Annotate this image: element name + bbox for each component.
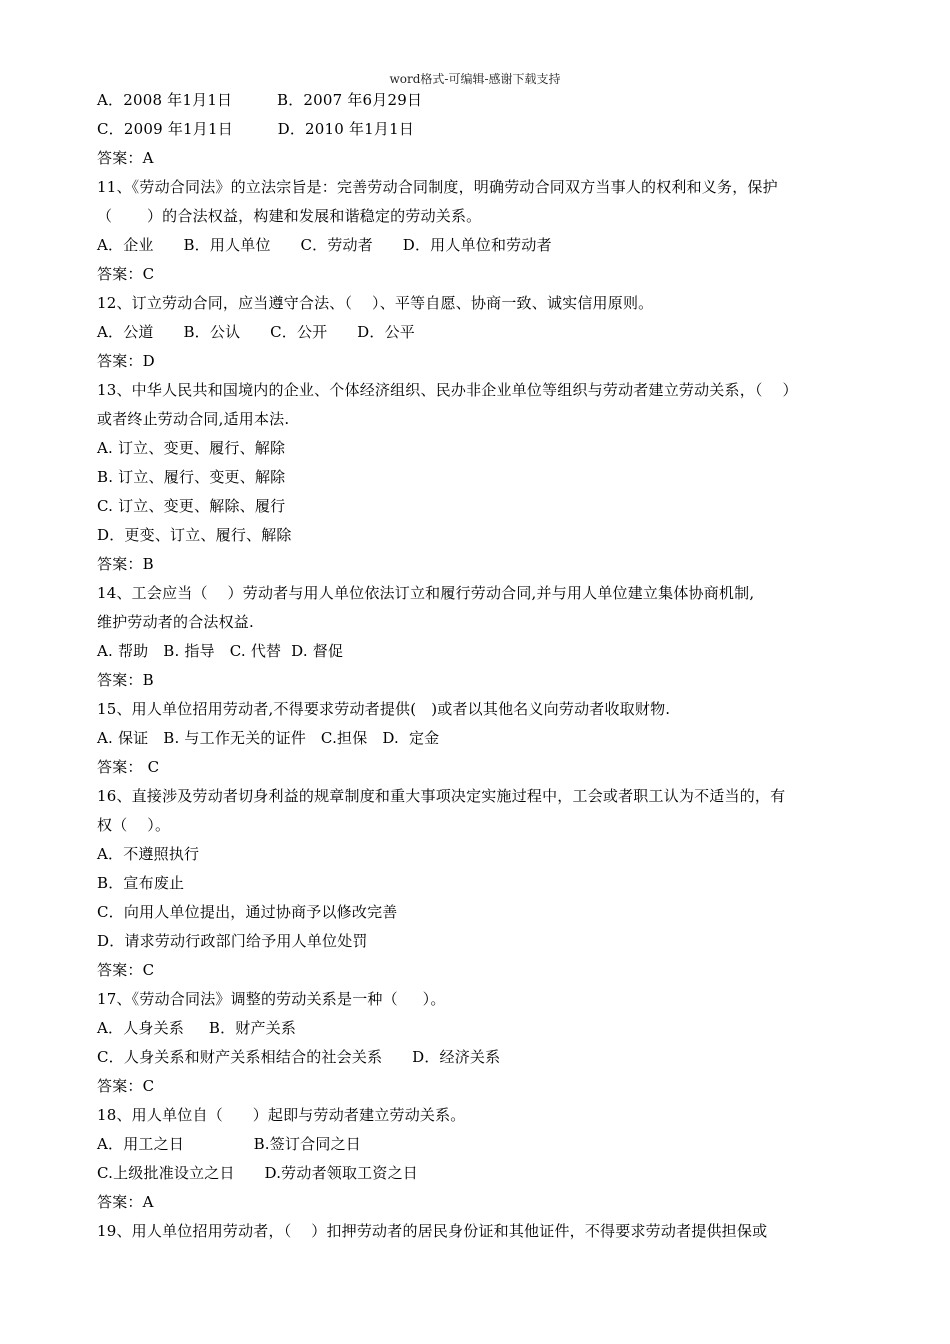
document-body <box>97 86 867 1246</box>
text-line: 答案：B <box>97 555 154 573</box>
page-header: word格式-可编辑-感谢下载支持 <box>389 72 561 86</box>
text-line: A. 订立、变更、履行、解除 <box>97 439 286 457</box>
text-line: 权（ ）。 <box>97 816 171 834</box>
text-line: 15、用人单位招用劳动者,不得要求劳动者提供( )或者以其他名义向劳动者收取财物. <box>97 700 671 718</box>
text-line: 或者终止劳动合同,适用本法. <box>97 410 290 428</box>
text-line: B. 订立、履行、变更、解除 <box>97 468 286 486</box>
text-line: C.上级批准设立之日 D.劳动者领取工资之日 <box>97 1164 418 1182</box>
text-line: A．公道 B．公认 C．公开 D．公平 <box>97 323 415 341</box>
text-line: A. 帮助 B. 指导 C. 代替 D. 督促 <box>97 642 344 660</box>
text-line: D．请求劳动行政部门给予用人单位处罚 <box>97 932 368 950</box>
text-line: C. 订立、变更、解除、履行 <box>97 497 286 515</box>
text-line: 答案：C <box>97 961 155 979</box>
text-line: C．2009 年1月1日 D．2010 年1月1日 <box>97 120 415 138</box>
text-line: D．更变、订立、履行、解除 <box>97 526 292 544</box>
text-line: A．用工之日 B.签订合同之日 <box>97 1135 361 1153</box>
text-line: 答案：C <box>97 265 155 283</box>
text-line: C．向用人单位提出，通过协商予以修改完善 <box>97 903 398 921</box>
text-line: 答案：D <box>97 352 155 370</box>
text-line: 13、中华人民共和国境内的企业、个体经济组织、民办非企业单位等组织与劳动者建立劳动关系，（ ） <box>97 381 798 399</box>
text-line: 14、工会应当（ ）劳动者与用人单位依法订立和履行劳动合同,并与用人单位建立集体协商机制, <box>97 584 755 602</box>
text-line: 18、用人单位自（ ）起即与劳动者建立劳动关系。 <box>97 1106 466 1124</box>
text-line: C．人身关系和财产关系相结合的社会关系 D．经济关系 <box>97 1048 501 1066</box>
text-line: A．不遵照执行 <box>97 845 200 863</box>
text-line: 11、《劳动合同法》的立法宗旨是：完善劳动合同制度，明确劳动合同双方当事人的权利和义务，保护 <box>97 178 778 196</box>
text-line: A. 保证 B. 与工作无关的证件 C.担保 D. 定金 <box>97 729 440 747</box>
text-line: 12、订立劳动合同，应当遵守合法、（ ）、平等自愿、协商一致、诚实信用原则。 <box>97 294 654 312</box>
text-line: 答案： C <box>97 758 160 776</box>
text-line: 答案：A <box>97 1193 154 1211</box>
text-line: A．人身关系 B．财产关系 <box>97 1019 297 1037</box>
text-line: 19、用人单位招用劳动者，（ ）扣押劳动者的居民身份证和其他证件，不得要求劳动者提供担保或 <box>97 1222 768 1240</box>
text-line: 16、直接涉及劳动者切身利益的规章制度和重大事项决定实施过程中，工会或者职工认为不适当的，有 <box>97 787 786 805</box>
text-line: A．2008 年1月1日 B．2007 年6月29日 <box>97 91 423 109</box>
text-line: 17、《劳动合同法》调整的劳动关系是一种（ ）。 <box>97 990 446 1008</box>
text-line: B．宣布废止 <box>97 874 185 892</box>
text-line: 答案：B <box>97 671 154 689</box>
text-line: 维护劳动者的合法权益. <box>97 613 254 631</box>
text-line: 答案：A <box>97 149 154 167</box>
text-line: （ ）的合法权益，构建和发展和谐稳定的劳动关系。 <box>97 207 482 225</box>
text-line: A．企业 B．用人单位 C．劳动者 D．用人单位和劳动者 <box>97 236 552 254</box>
text-line: 答案：C <box>97 1077 155 1095</box>
